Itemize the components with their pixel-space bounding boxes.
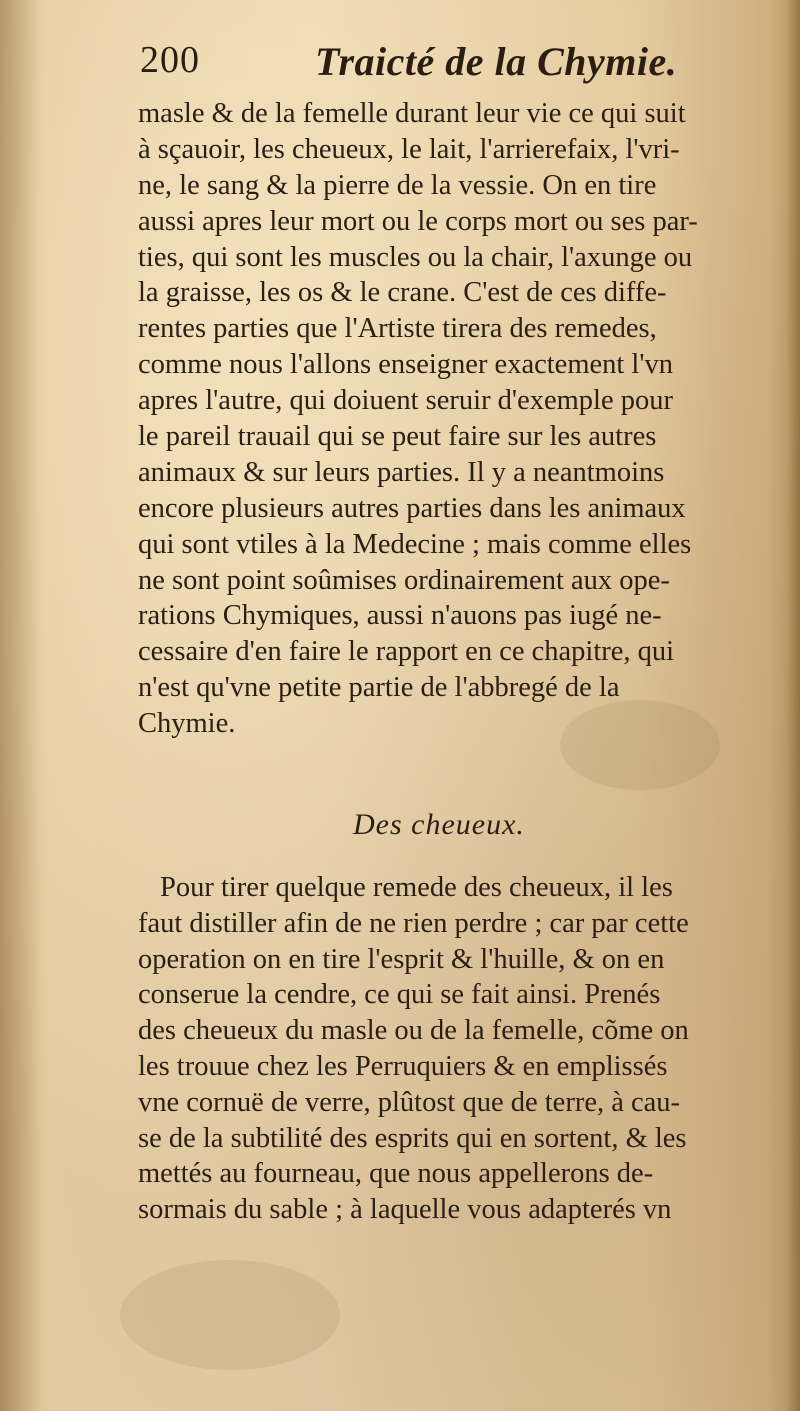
text-line: operation on en tire l'esprit & l'huille, & on en [138,943,665,975]
paragraph-2 [138,870,770,1228]
text-line: des cheueux du masle ou de la femelle, cõme on [138,1015,689,1047]
text-line: le pareil trauail qui se peut faire sur les autres [138,421,657,453]
text-line: Pour tirer quelque remede des cheueux, il les [160,872,673,903]
running-title: Traicté de la Chymie. [315,39,678,84]
text-line: ne, le sang & la pierre de la vessie. On en tire [138,169,657,201]
text-line: rations Chymiques, aussi n'auons pas iugé ne- [138,600,662,632]
text-line: rentes parties que l'Artiste tirera des remedes, [138,313,657,345]
text-line: sormais du sable ; à laquelle vous adapterés vn [138,1194,672,1226]
page-gutter-shadow [0,0,40,1411]
text-line: conserue la cendre, ce qui se fait ainsi. Prenés [138,979,661,1011]
text-line: aussi apres leur mort ou le corps mort ou ses par- [138,205,698,237]
text-line: masle & de la femelle durant leur vie ce qui suit [138,98,686,129]
text-line: Chymie. [138,708,236,740]
section-heading: Des cheueux. [353,808,525,841]
text-line: mettés au fourneau, que nous appellerons de- [138,1158,654,1190]
paper-stain [120,1260,340,1370]
text-line: ne sont point soûmises ordinairement aux ope- [138,564,670,596]
paragraph-1 [138,96,770,742]
text-line: encore plusieurs autres parties dans les animaux [138,492,686,524]
text-line: qui sont vtiles à la Medecine ; mais comme elles [138,528,692,560]
text-line: les trouue chez les Perruquiers & en emplissés [138,1050,668,1082]
text-line: comme nous l'allons enseigner exactement l'vn [138,349,673,381]
text-line: apres l'autre, qui doiuent seruir d'exemple pour [138,385,673,417]
text-line: la graisse, les os & le crane. C'est de ces diffe- [138,277,667,309]
page-edge-shadow [786,0,800,1411]
text-line: cessaire d'en faire le rapport en ce chapitre, qui [138,636,675,668]
text-line: vne cornuë de verre, plûtost que de terre, à cau- [138,1086,681,1118]
page-header [140,38,740,94]
text-line: faut distiller afin de ne rien perdre ; car par cette [138,907,689,939]
text-line: ties, qui sont les muscles ou la chair, l'axunge ou [138,241,693,273]
page-number: 200 [140,39,200,81]
text-line: n'est qu'vne petite partie de l'abbregé de la [138,672,620,704]
text-line: à sçauoir, les cheueux, le lait, l'arrierefaix, l'vri- [138,133,680,165]
text-line: animaux & sur leurs parties. Il y a neantmoins [138,456,665,488]
text-line: se de la subtilité des esprits qui en sortent, & les [138,1122,687,1154]
